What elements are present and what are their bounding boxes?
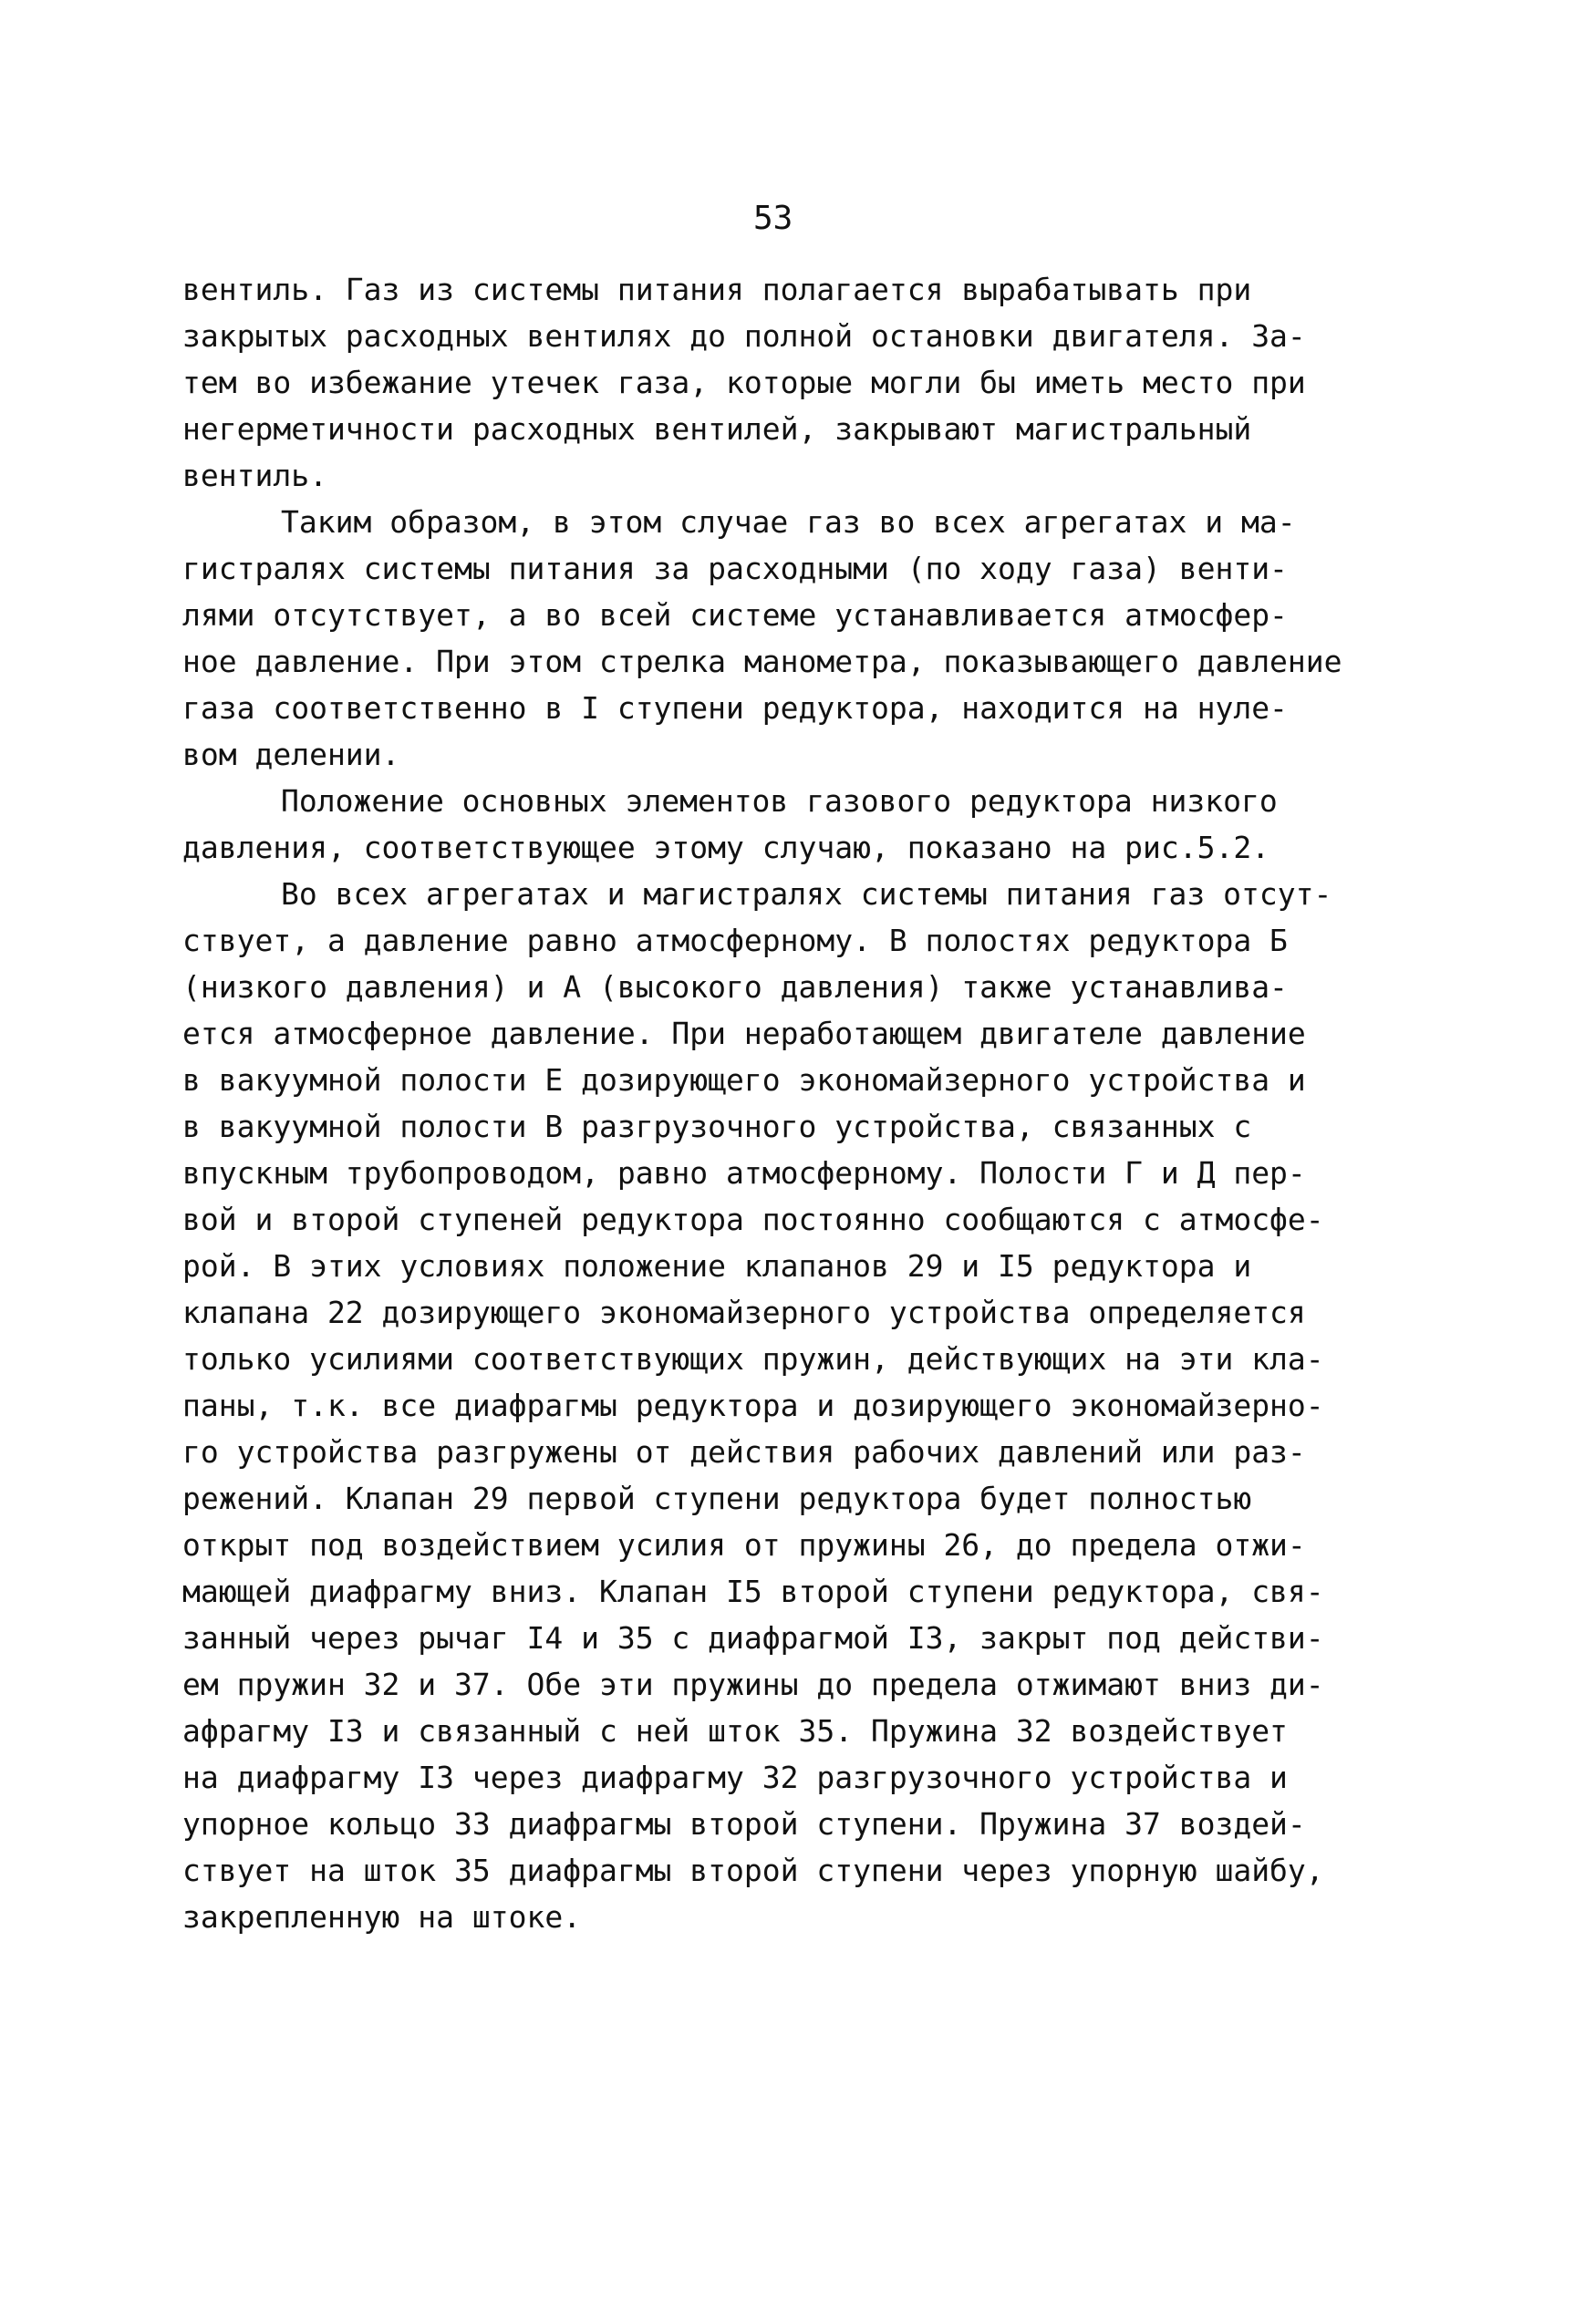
text-line: вой и второй ступеней редуктора постоянно сообщаются с атмосфе-: [182, 1202, 1324, 1237]
text-line: Положение основных элементов газового редуктора низкого: [281, 783, 1278, 819]
text-line: в вакуумной полости В разгрузочного устройства, связанных с: [182, 1109, 1252, 1144]
text-line: ное давление. При этом стрелка манометра, показывающего давление: [182, 644, 1342, 679]
text-line: (низкого давления) и А (высокого давления) также устанавлива-: [182, 969, 1288, 1005]
text-line: режений. Клапан 29 первой ступени редуктора будет полностью: [182, 1481, 1252, 1516]
text-line: Во всех агрегатах и магистралях системы питания газ отсут-: [281, 876, 1332, 912]
text-line: закрепленную на штоке.: [182, 1899, 582, 1935]
text-line: вентиль. Газ из системы питания полагается вырабатывать при: [182, 272, 1252, 307]
text-line: в вакуумной полости Е дозирующего экономайзерного устройства и: [182, 1062, 1306, 1098]
text-line: афрагму I3 и связанный с ней шток 35. Пружина 32 воздействует: [182, 1713, 1288, 1749]
text-line: давления, соответствующее этому случаю, показано на рис.5.2.: [182, 830, 1270, 865]
text-line: клапана 22 дозирующего экономайзерного устройства определяется: [182, 1295, 1306, 1330]
text-line: тем во избежание утечек газа, которые могли бы иметь место при: [182, 365, 1306, 400]
text-line: гистралях системы питания за расходными (по ходу газа) венти-: [182, 551, 1288, 586]
text-line: ется атмосферное давление. При неработающем двигателе давление: [182, 1016, 1306, 1051]
text-line: мающей диафрагму вниз. Клапан I5 второй ступени редуктора, свя-: [182, 1574, 1324, 1609]
text-line: вом делении.: [182, 737, 400, 772]
page-number: 53: [753, 200, 793, 237]
text-line: ствует, а давление равно атмосферному. В полостях редуктора Б: [182, 923, 1288, 958]
text-line: паны, т.к. все диафрагмы редуктора и дозирующего экономайзерно-: [182, 1388, 1324, 1423]
text-line: занный через рычаг I4 и 35 с диафрагмой I3, закрыт под действи-: [182, 1620, 1324, 1656]
text-line: открыт под воздействием усилия от пружины 26, до предела отжи-: [182, 1527, 1306, 1563]
text-line: негерметичности расходных вентилей, закрывают магистральный: [182, 411, 1252, 447]
text-line: ем пружин 32 и 37. Обе эти пружины до предела отжимают вниз ди-: [182, 1667, 1324, 1702]
text-line: на диафрагму I3 через диафрагму 32 разгрузочного устройства и: [182, 1760, 1288, 1795]
text-line: вентиль.: [182, 458, 327, 493]
text-line: упорное кольцо 33 диафрагмы второй ступени. Пружина 37 воздей-: [182, 1806, 1306, 1842]
text-line: закрытых расходных вентилях до полной остановки двигателя. За-: [182, 318, 1306, 354]
text-line: рой. В этих условиях положение клапанов 29 и I5 редуктора и: [182, 1248, 1252, 1284]
text-line: лями отсутствует, а во всей системе устанавливается атмосфер-: [182, 597, 1288, 633]
text-line: го устройства разгружены от действия рабочих давлений или раз-: [182, 1434, 1306, 1470]
text-line: только усилиями соответствующих пружин, действующих на эти кла-: [182, 1341, 1324, 1377]
text-line: газа соответственно в I ступени редуктора, находится на нуле-: [182, 690, 1288, 726]
body-text: [182, 266, 1404, 1940]
text-line: ствует на шток 35 диафрагмы второй ступени через упорную шайбу,: [182, 1853, 1324, 1888]
text-line: впускным трубопроводом, равно атмосферному. Полости Г и Д пер-: [182, 1155, 1306, 1191]
text-line: Таким образом, в этом случае газ во всех агрегатах и ма-: [281, 504, 1296, 540]
